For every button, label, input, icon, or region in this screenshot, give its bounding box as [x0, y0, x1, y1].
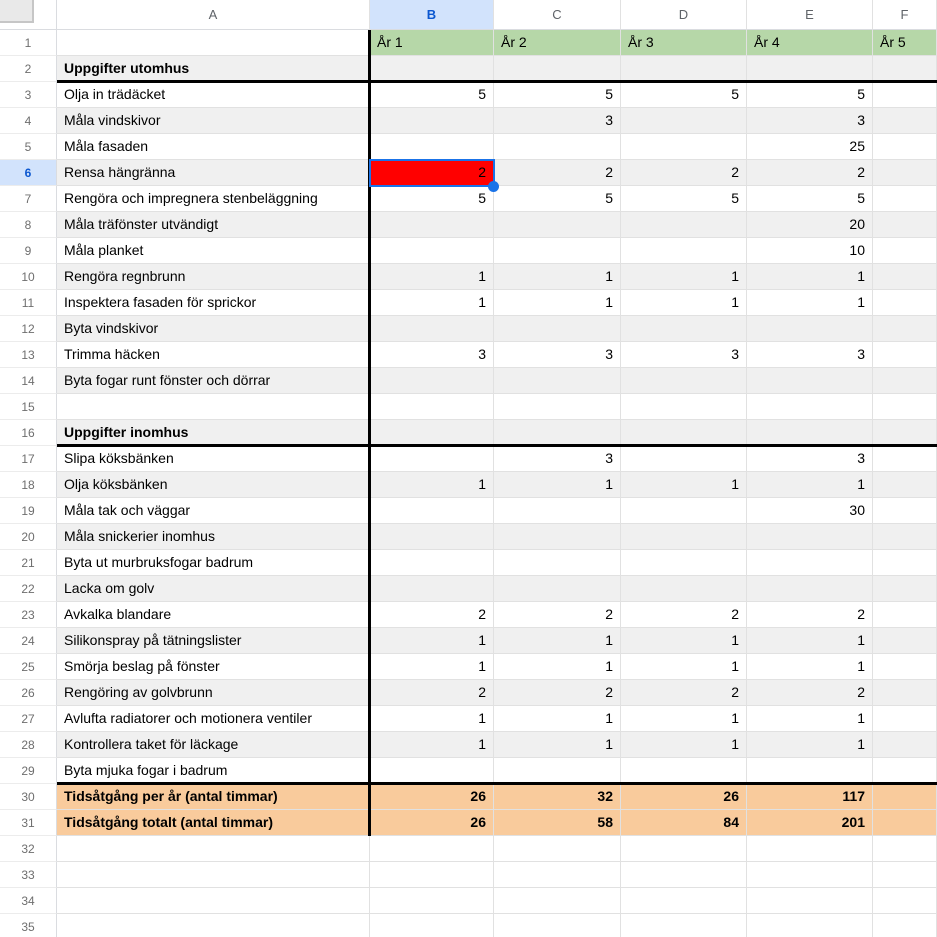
- cell-B2[interactable]: [370, 56, 494, 82]
- row-header-34[interactable]: 34: [0, 888, 57, 914]
- cell-A12[interactable]: Byta vindskivor: [57, 316, 370, 342]
- cell-C5[interactable]: [494, 134, 621, 160]
- cell-C28[interactable]: 1: [494, 732, 621, 758]
- cell-E19[interactable]: 30: [747, 498, 873, 524]
- cell-F14[interactable]: [873, 368, 937, 394]
- cell-F1[interactable]: År 5: [873, 30, 937, 56]
- row-header-11[interactable]: 11: [0, 290, 57, 316]
- cell-C16[interactable]: [494, 420, 621, 446]
- select-all-corner[interactable]: [0, 0, 34, 23]
- cell-D23[interactable]: 2: [621, 602, 747, 628]
- row-header-24[interactable]: 24: [0, 628, 57, 654]
- cell-A14[interactable]: Byta fogar runt fönster och dörrar: [57, 368, 370, 394]
- row-header-19[interactable]: 19: [0, 498, 57, 524]
- cell-D11[interactable]: 1: [621, 290, 747, 316]
- cell-D29[interactable]: [621, 758, 747, 784]
- sheet-row-1: [0, 30, 937, 56]
- cell-E1[interactable]: År 4: [747, 30, 873, 56]
- cell-C9[interactable]: [494, 238, 621, 264]
- cell-A4[interactable]: Måla vindskivor: [57, 108, 370, 134]
- cell-D24[interactable]: 1: [621, 628, 747, 654]
- cell-F31[interactable]: [873, 810, 937, 836]
- cell-E35[interactable]: [747, 914, 873, 937]
- cell-D10[interactable]: 1: [621, 264, 747, 290]
- cell-E30[interactable]: 117: [747, 784, 873, 810]
- sheet-row-12: [0, 316, 937, 342]
- cell-C21[interactable]: [494, 550, 621, 576]
- cell-D35[interactable]: [621, 914, 747, 937]
- cell-B29[interactable]: [370, 758, 494, 784]
- cell-B7[interactable]: 5: [370, 186, 494, 212]
- cell-E16[interactable]: [747, 420, 873, 446]
- cell-E18[interactable]: 1: [747, 472, 873, 498]
- cell-B12[interactable]: [370, 316, 494, 342]
- cell-C13[interactable]: 3: [494, 342, 621, 368]
- cell-C12[interactable]: [494, 316, 621, 342]
- cell-D25[interactable]: 1: [621, 654, 747, 680]
- cell-D6[interactable]: 2: [621, 160, 747, 186]
- sheet-row-29: [0, 758, 937, 784]
- cell-B24[interactable]: 1: [370, 628, 494, 654]
- cell-A26[interactable]: Rengöring av golvbrunn: [57, 680, 370, 706]
- sheet-row-26: [0, 680, 937, 706]
- cell-B26[interactable]: 2: [370, 680, 494, 706]
- cell-C15[interactable]: [494, 394, 621, 420]
- cell-E32[interactable]: [747, 836, 873, 862]
- cell-F23[interactable]: [873, 602, 937, 628]
- cell-C26[interactable]: 2: [494, 680, 621, 706]
- cell-E10[interactable]: 1: [747, 264, 873, 290]
- cell-C10[interactable]: 1: [494, 264, 621, 290]
- cell-E31[interactable]: 201: [747, 810, 873, 836]
- cell-E28[interactable]: 1: [747, 732, 873, 758]
- cell-F20[interactable]: [873, 524, 937, 550]
- row-header-26[interactable]: 26: [0, 680, 57, 706]
- cell-D34[interactable]: [621, 888, 747, 914]
- cell-B19[interactable]: [370, 498, 494, 524]
- cell-B17[interactable]: [370, 446, 494, 472]
- cell-A24[interactable]: Silikonspray på tätningslister: [57, 628, 370, 654]
- cell-E20[interactable]: [747, 524, 873, 550]
- cell-E24[interactable]: 1: [747, 628, 873, 654]
- row-header-10[interactable]: 10: [0, 264, 57, 290]
- cell-B20[interactable]: [370, 524, 494, 550]
- cell-D18[interactable]: 1: [621, 472, 747, 498]
- column-header-E[interactable]: E: [747, 0, 873, 30]
- cell-D13[interactable]: 3: [621, 342, 747, 368]
- cell-C20[interactable]: [494, 524, 621, 550]
- cell-E23[interactable]: 2: [747, 602, 873, 628]
- sheet-row-10: [0, 264, 937, 290]
- cell-E7[interactable]: 5: [747, 186, 873, 212]
- cell-E13[interactable]: 3: [747, 342, 873, 368]
- header-corner: [0, 0, 57, 30]
- row-header-31[interactable]: 31: [0, 810, 57, 836]
- row-header-15[interactable]: 15: [0, 394, 57, 420]
- cell-D30[interactable]: 26: [621, 784, 747, 810]
- cell-B35[interactable]: [370, 914, 494, 937]
- cell-D21[interactable]: [621, 550, 747, 576]
- cell-A9[interactable]: Måla planket: [57, 238, 370, 264]
- sheet-row-11: [0, 290, 937, 316]
- cell-C19[interactable]: [494, 498, 621, 524]
- cell-B14[interactable]: [370, 368, 494, 394]
- cell-F26[interactable]: [873, 680, 937, 706]
- cell-B9[interactable]: [370, 238, 494, 264]
- sheet-row-14: [0, 368, 937, 394]
- cell-C7[interactable]: 5: [494, 186, 621, 212]
- cell-B18[interactable]: 1: [370, 472, 494, 498]
- cell-B13[interactable]: 3: [370, 342, 494, 368]
- cell-D5[interactable]: [621, 134, 747, 160]
- cell-A30[interactable]: Tidsåtgång per år (antal timmar): [57, 784, 370, 810]
- cell-E6[interactable]: 2: [747, 160, 873, 186]
- row-header-6[interactable]: 6: [0, 160, 57, 186]
- sheet-row-21: [0, 550, 937, 576]
- cell-B34[interactable]: [370, 888, 494, 914]
- row-header-13[interactable]: 13: [0, 342, 57, 368]
- cell-F17[interactable]: [873, 446, 937, 472]
- cell-B21[interactable]: [370, 550, 494, 576]
- cell-A35[interactable]: [57, 914, 370, 937]
- cell-E33[interactable]: [747, 862, 873, 888]
- sheet-row-8: [0, 212, 937, 238]
- cell-C3[interactable]: 5: [494, 82, 621, 108]
- cell-D14[interactable]: [621, 368, 747, 394]
- sheet-row-22: [0, 576, 937, 602]
- cell-F30[interactable]: [873, 784, 937, 810]
- cell-E8[interactable]: 20: [747, 212, 873, 238]
- cell-E26[interactable]: 2: [747, 680, 873, 706]
- cell-C27[interactable]: 1: [494, 706, 621, 732]
- cell-D3[interactable]: 5: [621, 82, 747, 108]
- cell-D4[interactable]: [621, 108, 747, 134]
- cell-C24[interactable]: 1: [494, 628, 621, 654]
- cell-A32[interactable]: [57, 836, 370, 862]
- sheet-row-24: [0, 628, 937, 654]
- sheet-row-28: [0, 732, 937, 758]
- cell-C6[interactable]: 2: [494, 160, 621, 186]
- cell-D1[interactable]: År 3: [621, 30, 747, 56]
- row-header-27[interactable]: 27: [0, 706, 57, 732]
- row-header-33[interactable]: 33: [0, 862, 57, 888]
- cell-C35[interactable]: [494, 914, 621, 937]
- cell-F13[interactable]: [873, 342, 937, 368]
- cell-F10[interactable]: [873, 264, 937, 290]
- cell-E15[interactable]: [747, 394, 873, 420]
- sheet-row-34: [0, 888, 937, 914]
- sheet-row-13: [0, 342, 937, 368]
- cell-A11[interactable]: Inspektera fasaden för sprickor: [57, 290, 370, 316]
- row-header-3[interactable]: 3: [0, 82, 57, 108]
- row-header-28[interactable]: 28: [0, 732, 57, 758]
- cell-F34[interactable]: [873, 888, 937, 914]
- cell-B22[interactable]: [370, 576, 494, 602]
- sheet-row-20: [0, 524, 937, 550]
- cell-D27[interactable]: 1: [621, 706, 747, 732]
- cell-D19[interactable]: [621, 498, 747, 524]
- cell-C11[interactable]: 1: [494, 290, 621, 316]
- row-header-30[interactable]: 30: [0, 784, 57, 810]
- row-header-18[interactable]: 18: [0, 472, 57, 498]
- sheet-row-23: [0, 602, 937, 628]
- cell-A13[interactable]: Trimma häcken: [57, 342, 370, 368]
- cell-E34[interactable]: [747, 888, 873, 914]
- cell-C33[interactable]: [494, 862, 621, 888]
- row-header-20[interactable]: 20: [0, 524, 57, 550]
- cell-B11[interactable]: 1: [370, 290, 494, 316]
- cell-F19[interactable]: [873, 498, 937, 524]
- cell-B23[interactable]: 2: [370, 602, 494, 628]
- sheet-row-6: [0, 160, 937, 186]
- column-header-B[interactable]: B: [370, 0, 494, 30]
- sheet-row-5: [0, 134, 937, 160]
- row-header-8[interactable]: 8: [0, 212, 57, 238]
- cell-A31[interactable]: Tidsåtgång totalt (antal timmar): [57, 810, 370, 836]
- row-header-21[interactable]: 21: [0, 550, 57, 576]
- sheet-row-18: [0, 472, 937, 498]
- cell-D12[interactable]: [621, 316, 747, 342]
- sheet-row-27: [0, 706, 937, 732]
- cell-A29[interactable]: Byta mjuka fogar i badrum: [57, 758, 370, 784]
- sheet-row-33: [0, 862, 937, 888]
- sheet-row-17: [0, 446, 937, 472]
- cell-D16[interactable]: [621, 420, 747, 446]
- cell-C34[interactable]: [494, 888, 621, 914]
- cell-A5[interactable]: Måla fasaden: [57, 134, 370, 160]
- sheet-row-25: [0, 654, 937, 680]
- cell-F4[interactable]: [873, 108, 937, 134]
- cell-F27[interactable]: [873, 706, 937, 732]
- cell-D2[interactable]: [621, 56, 747, 82]
- cell-E9[interactable]: 10: [747, 238, 873, 264]
- cell-F8[interactable]: [873, 212, 937, 238]
- column-header-row: [0, 0, 937, 30]
- cell-D8[interactable]: [621, 212, 747, 238]
- cell-E11[interactable]: 1: [747, 290, 873, 316]
- cell-F28[interactable]: [873, 732, 937, 758]
- cell-F32[interactable]: [873, 836, 937, 862]
- row-header-16[interactable]: 16: [0, 420, 57, 446]
- sheet-row-30: [0, 784, 937, 810]
- cell-B31[interactable]: 26: [370, 810, 494, 836]
- cell-F25[interactable]: [873, 654, 937, 680]
- cell-D15[interactable]: [621, 394, 747, 420]
- sheet-row-31: [0, 810, 937, 836]
- row-header-35[interactable]: 35: [0, 914, 57, 937]
- cell-E25[interactable]: 1: [747, 654, 873, 680]
- row-header-5[interactable]: 5: [0, 134, 57, 160]
- cell-D17[interactable]: [621, 446, 747, 472]
- row-header-14[interactable]: 14: [0, 368, 57, 394]
- cell-C8[interactable]: [494, 212, 621, 238]
- cell-A10[interactable]: Rengöra regnbrunn: [57, 264, 370, 290]
- cell-D22[interactable]: [621, 576, 747, 602]
- cell-F7[interactable]: [873, 186, 937, 212]
- cell-F16[interactable]: [873, 420, 937, 446]
- cell-D26[interactable]: 2: [621, 680, 747, 706]
- cell-B33[interactable]: [370, 862, 494, 888]
- cell-A3[interactable]: Olja in trädäcket: [57, 82, 370, 108]
- sheet-row-19: [0, 498, 937, 524]
- cell-F2[interactable]: [873, 56, 937, 82]
- cell-A28[interactable]: Kontrollera taket för läckage: [57, 732, 370, 758]
- cell-B3[interactable]: 5: [370, 82, 494, 108]
- cell-C17[interactable]: 3: [494, 446, 621, 472]
- cell-A7[interactable]: Rengöra och impregnera stenbeläggning: [57, 186, 370, 212]
- row-header-12[interactable]: 12: [0, 316, 57, 342]
- cell-B8[interactable]: [370, 212, 494, 238]
- cell-B32[interactable]: [370, 836, 494, 862]
- cell-A18[interactable]: Olja köksbänken: [57, 472, 370, 498]
- cell-A17[interactable]: Slipa köksbänken: [57, 446, 370, 472]
- cell-F5[interactable]: [873, 134, 937, 160]
- cell-F12[interactable]: [873, 316, 937, 342]
- cell-D9[interactable]: [621, 238, 747, 264]
- cell-F9[interactable]: [873, 238, 937, 264]
- cell-B25[interactable]: 1: [370, 654, 494, 680]
- cell-A6[interactable]: Rensa hängränna: [57, 160, 370, 186]
- cell-E14[interactable]: [747, 368, 873, 394]
- cell-C29[interactable]: [494, 758, 621, 784]
- cell-C18[interactable]: 1: [494, 472, 621, 498]
- cell-B28[interactable]: 1: [370, 732, 494, 758]
- column-header-C[interactable]: C: [494, 0, 621, 30]
- cell-B30[interactable]: 26: [370, 784, 494, 810]
- cell-F33[interactable]: [873, 862, 937, 888]
- cell-C25[interactable]: 1: [494, 654, 621, 680]
- cell-B16[interactable]: [370, 420, 494, 446]
- cell-C4[interactable]: 3: [494, 108, 621, 134]
- sheet-row-3: [0, 82, 937, 108]
- cell-F6[interactable]: [873, 160, 937, 186]
- cell-E2[interactable]: [747, 56, 873, 82]
- cell-F3[interactable]: [873, 82, 937, 108]
- cell-F15[interactable]: [873, 394, 937, 420]
- cell-C23[interactable]: 2: [494, 602, 621, 628]
- row-header-1[interactable]: 1: [0, 30, 57, 56]
- cell-E21[interactable]: [747, 550, 873, 576]
- cell-F18[interactable]: [873, 472, 937, 498]
- cell-C1[interactable]: År 2: [494, 30, 621, 56]
- cell-D33[interactable]: [621, 862, 747, 888]
- cell-A25[interactable]: Smörja beslag på fönster: [57, 654, 370, 680]
- cell-F21[interactable]: [873, 550, 937, 576]
- cell-B27[interactable]: 1: [370, 706, 494, 732]
- sheet-row-35: [0, 914, 937, 937]
- cell-E22[interactable]: [747, 576, 873, 602]
- cell-A19[interactable]: Måla tak och väggar: [57, 498, 370, 524]
- cell-F11[interactable]: [873, 290, 937, 316]
- cell-B15[interactable]: [370, 394, 494, 420]
- cell-A2[interactable]: Uppgifter utomhus: [57, 56, 370, 82]
- cell-A21[interactable]: Byta ut murbruksfogar badrum: [57, 550, 370, 576]
- cell-E4[interactable]: 3: [747, 108, 873, 134]
- row-header-22[interactable]: 22: [0, 576, 57, 602]
- column-header-D[interactable]: D: [621, 0, 747, 30]
- cell-A23[interactable]: Avkalka blandare: [57, 602, 370, 628]
- row-header-17[interactable]: 17: [0, 446, 57, 472]
- cell-B6[interactable]: 2: [370, 160, 494, 186]
- cell-A34[interactable]: [57, 888, 370, 914]
- row-header-32[interactable]: 32: [0, 836, 57, 862]
- row-header-29[interactable]: 29: [0, 758, 57, 784]
- cell-A20[interactable]: Måla snickerier inomhus: [57, 524, 370, 550]
- cell-F29[interactable]: [873, 758, 937, 784]
- cell-B4[interactable]: [370, 108, 494, 134]
- row-header-9[interactable]: 9: [0, 238, 57, 264]
- cell-E5[interactable]: 25: [747, 134, 873, 160]
- cell-D31[interactable]: 84: [621, 810, 747, 836]
- sheet-row-15: [0, 394, 937, 420]
- cell-A16[interactable]: Uppgifter inomhus: [57, 420, 370, 446]
- cell-A8[interactable]: Måla träfönster utvändigt: [57, 212, 370, 238]
- row-header-7[interactable]: 7: [0, 186, 57, 212]
- cell-C2[interactable]: [494, 56, 621, 82]
- cell-D32[interactable]: [621, 836, 747, 862]
- cell-A15[interactable]: [57, 394, 370, 420]
- cell-F24[interactable]: [873, 628, 937, 654]
- fill-handle[interactable]: [488, 181, 499, 192]
- cell-C14[interactable]: [494, 368, 621, 394]
- row-header-2[interactable]: 2: [0, 56, 57, 82]
- cell-E12[interactable]: [747, 316, 873, 342]
- cell-F35[interactable]: [873, 914, 937, 937]
- cell-A22[interactable]: Lacka om golv: [57, 576, 370, 602]
- cell-E3[interactable]: 5: [747, 82, 873, 108]
- cell-D20[interactable]: [621, 524, 747, 550]
- sheet-row-4: [0, 108, 937, 134]
- sheet-row-9: [0, 238, 937, 264]
- cell-C30[interactable]: 32: [494, 784, 621, 810]
- row-header-25[interactable]: 25: [0, 654, 57, 680]
- cell-E27[interactable]: 1: [747, 706, 873, 732]
- cell-C32[interactable]: [494, 836, 621, 862]
- cell-E29[interactable]: [747, 758, 873, 784]
- cell-A27[interactable]: Avlufta radiatorer och motionera ventiler: [57, 706, 370, 732]
- row-header-23[interactable]: 23: [0, 602, 57, 628]
- column-header-A[interactable]: A: [57, 0, 370, 30]
- sheet-row-7: [0, 186, 937, 212]
- cell-B10[interactable]: 1: [370, 264, 494, 290]
- cell-E17[interactable]: 3: [747, 446, 873, 472]
- sheet-row-2: [0, 56, 937, 82]
- cell-D28[interactable]: 1: [621, 732, 747, 758]
- cell-A1[interactable]: [57, 30, 370, 56]
- row-header-4[interactable]: 4: [0, 108, 57, 134]
- sheet-row-16: [0, 420, 937, 446]
- cell-A33[interactable]: [57, 862, 370, 888]
- sheet-row-32: [0, 836, 937, 862]
- cell-B5[interactable]: [370, 134, 494, 160]
- cell-D7[interactable]: 5: [621, 186, 747, 212]
- cell-C31[interactable]: 58: [494, 810, 621, 836]
- column-header-F[interactable]: F: [873, 0, 937, 30]
- cell-F22[interactable]: [873, 576, 937, 602]
- cell-B1[interactable]: År 1: [370, 30, 494, 56]
- cell-C22[interactable]: [494, 576, 621, 602]
